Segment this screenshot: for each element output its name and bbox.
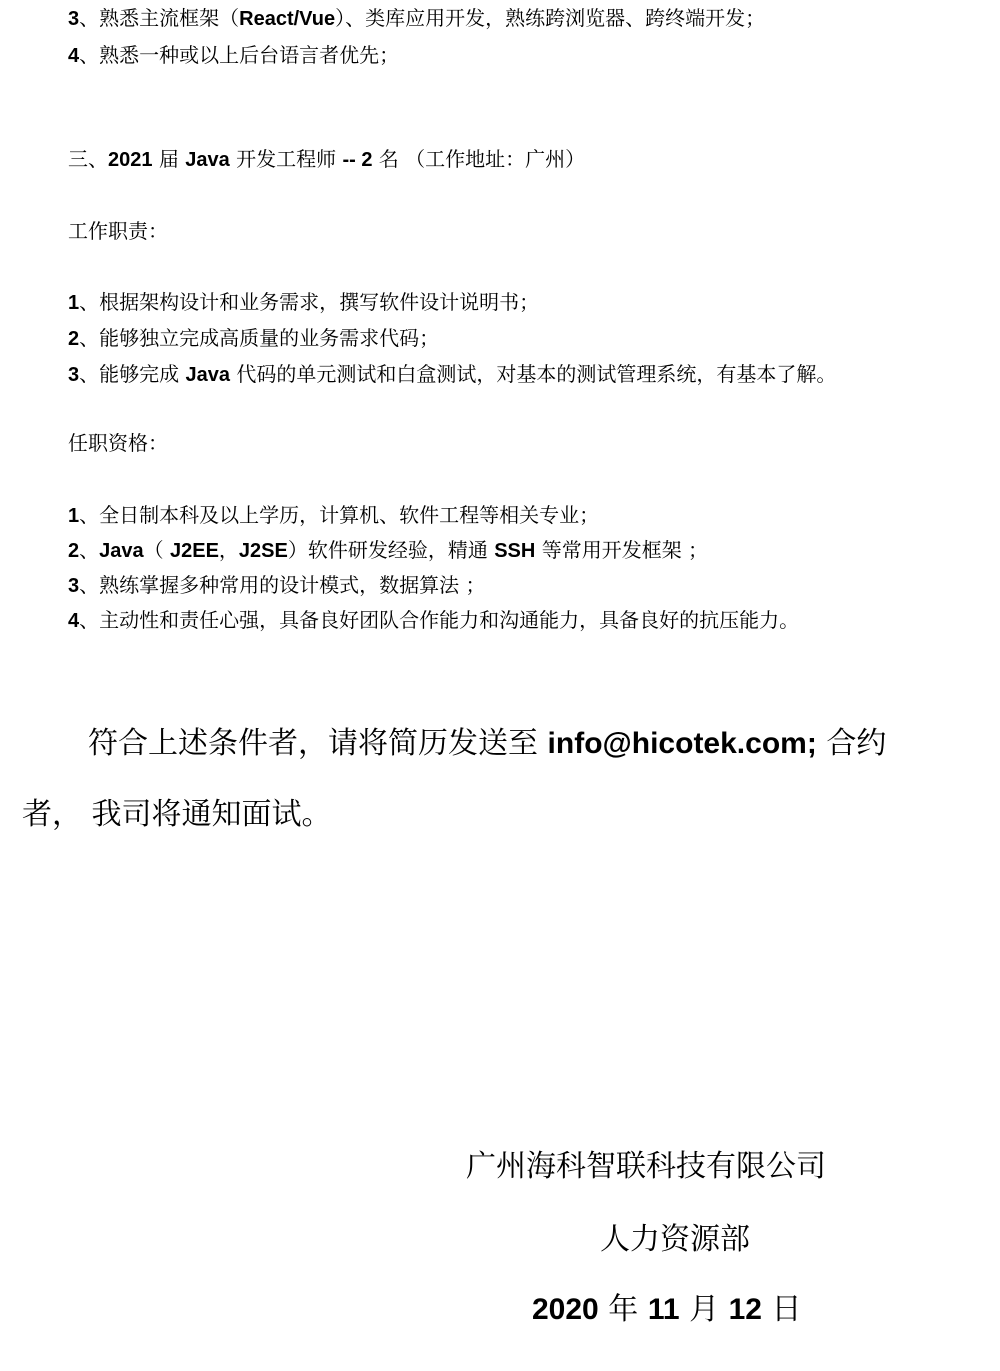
item-number: 2	[68, 540, 80, 562]
qual-item-3	[68, 572, 485, 599]
item-text: ）、类库应用开发，熟练跨浏览器、跨终端开发；	[335, 6, 766, 30]
qual-item-4	[68, 607, 799, 634]
item-text: （	[143, 538, 170, 562]
item-number: 1	[68, 505, 80, 527]
item-number: 4	[68, 610, 80, 632]
contact-line-1	[88, 724, 886, 764]
contact-email: info@hicotek.com;	[547, 727, 817, 760]
item-number: 3	[68, 8, 80, 30]
item-text: 、熟悉主流框架（	[79, 6, 240, 30]
item-latin: J2SE	[238, 540, 288, 562]
item-text: ，	[218, 538, 239, 562]
date-text: 年	[598, 1292, 648, 1327]
date-year: 2020	[532, 1293, 599, 1326]
item-latin: Java	[99, 540, 144, 562]
duty-item-2	[68, 325, 439, 352]
heading-location: 名 （工作地址：广州）	[372, 147, 586, 171]
item-latin: React/Vue	[239, 8, 336, 30]
top-list-item-4	[68, 42, 399, 69]
item-text: 代码的单元测试和白盒测试，对基本的测试管理系统，有基本了解。	[229, 362, 837, 386]
duties-label: 工作职责：	[68, 219, 168, 243]
item-text: 、能够完成	[79, 362, 186, 386]
heading-java: Java	[185, 149, 230, 171]
heading-text: 届	[152, 147, 186, 171]
contact-line-2: 者， 我司将通知面试。	[22, 797, 332, 832]
contact-text: 合约	[816, 726, 887, 761]
heading-prefix: 三、	[68, 147, 108, 171]
section-heading	[68, 146, 585, 173]
item-latin: J2EE	[169, 540, 219, 562]
heading-year: 2021	[108, 149, 153, 171]
item-latin: Java	[185, 364, 230, 386]
item-number: 3	[68, 575, 80, 597]
qual-item-2	[68, 537, 708, 564]
signature-date	[532, 1290, 802, 1330]
item-number: 2	[68, 328, 80, 350]
contact-text: 符合上述条件者，请将简历发送至	[88, 726, 548, 761]
duty-item-1	[68, 289, 539, 316]
top-list-item-3	[68, 5, 765, 32]
heading-title: 开发工程师	[229, 147, 343, 171]
item-text: ）软件研发经验，精通	[287, 538, 495, 562]
department-name: 人力资源部	[600, 1222, 750, 1257]
item-text: 、熟悉一种或以上后台语言者优先；	[79, 43, 400, 67]
qual-item-1	[68, 502, 599, 529]
company-name: 广州海科智联科技有限公司	[466, 1149, 826, 1184]
item-text: 、熟练掌握多种常用的设计模式，数据算法 ；	[79, 573, 486, 597]
item-latin: SSH	[494, 540, 536, 562]
item-number: 3	[68, 364, 80, 386]
item-text: 、	[79, 538, 100, 562]
date-day: 12	[728, 1293, 762, 1326]
item-text: 等常用开发框架 ；	[535, 538, 709, 562]
item-text: 、主动性和责任心强，具备良好团队合作能力和沟通能力，具备良好的抗压能力。	[79, 608, 800, 632]
item-text: 、根据架构设计和业务需求，撰写软件设计说明书；	[79, 290, 540, 314]
duty-item-3	[68, 361, 836, 388]
heading-count: -- 2	[342, 149, 373, 171]
date-text: 日	[762, 1292, 802, 1327]
item-text: 、全日制本科及以上学历，计算机、软件工程等相关专业；	[79, 503, 600, 527]
item-number: 4	[68, 45, 80, 67]
date-month: 11	[647, 1293, 680, 1326]
item-number: 1	[68, 292, 80, 314]
qual-label: 任职资格：	[68, 431, 168, 455]
date-text: 月	[679, 1292, 729, 1327]
item-text: 、能够独立完成高质量的业务需求代码；	[79, 326, 440, 350]
